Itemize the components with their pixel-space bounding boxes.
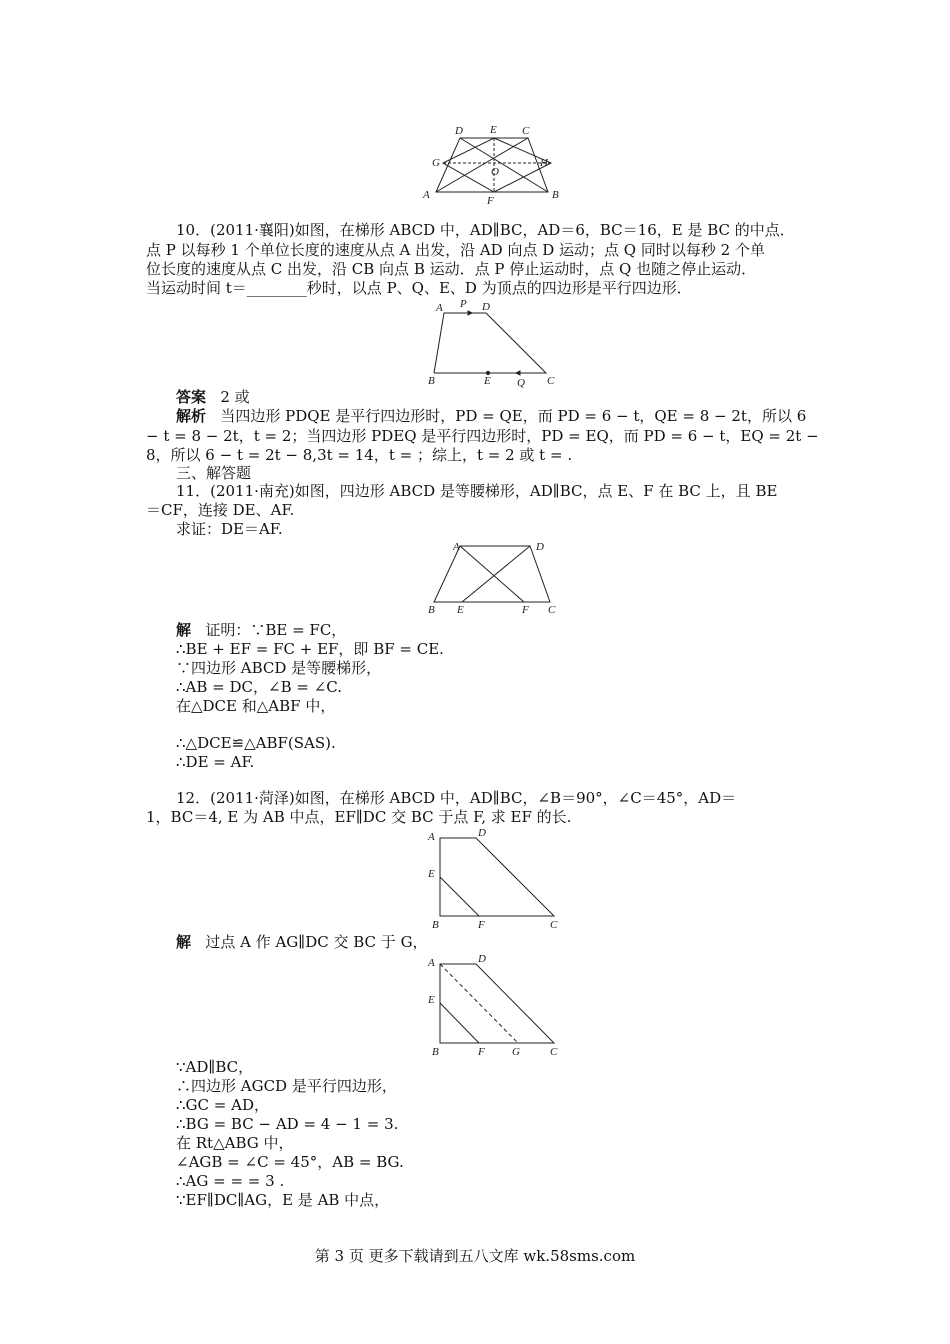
- solution-label: 解: [176, 933, 192, 951]
- q10-line3: 位长度的速度从点 C 出发，沿 CB 向点 B 运动．点 P 停止运动时，点 Q 也随之停止运动．: [146, 260, 757, 278]
- label-c: C: [550, 919, 558, 931]
- label-b: B: [428, 375, 435, 387]
- label-e: E: [457, 604, 464, 616]
- label-d: D: [536, 541, 544, 553]
- solution-intro-text: 过点 A 作 AG∥DC 交 BC 于 G，: [205, 933, 428, 951]
- label-f: F: [478, 1046, 485, 1058]
- label-g: G: [432, 157, 440, 169]
- q11-solution-2: ∴BE + EF = FC + EF，即 BF = CE.: [176, 640, 444, 658]
- label-p: P: [460, 298, 467, 310]
- q12-solution-intro: [176, 933, 428, 951]
- label-a: A: [428, 957, 435, 969]
- q10-line4: 当运动时间 t＝________秒时，以点 P、Q、E、D 为顶点的四边形是平行四边形．: [146, 279, 692, 297]
- label-q: Q: [517, 377, 525, 389]
- q12-step-3: ∴GC = AD，: [176, 1096, 269, 1114]
- figure-q9: [418, 122, 563, 204]
- label-b: B: [432, 1046, 439, 1058]
- q11-line1: 11．(2011·南充)如图，四边形 ABCD 是等腰梯形，AD∥BC，点 E、F 在 BC 上，且 BE: [176, 482, 778, 500]
- label-a: A: [453, 541, 460, 553]
- q11-line2: ＝CF，连接 DE、AF.: [146, 501, 295, 519]
- section-heading: 三、解答题: [176, 464, 252, 482]
- label-f: F: [487, 195, 494, 204]
- q12-step-7: ∴AG = = = 3 .: [176, 1172, 285, 1190]
- label-c: C: [547, 375, 555, 387]
- q10-analysis-1: [176, 407, 806, 425]
- label-c: C: [548, 604, 556, 616]
- label-e: E: [490, 124, 497, 136]
- q10-line1: 10．(2011·襄阳)如图，在梯形 ABCD 中，AD∥BC，AD＝6，BC＝16，E 是 BC 的中点．: [176, 221, 795, 239]
- q12-step-1: ∵AD∥BC，: [176, 1058, 254, 1076]
- q10-analysis-2: − t = 8 − 2t，t = 2；当四边形 PDEQ 是平行四边形时，PD = EQ，而 PD = 6 − t，EQ = 2t −: [146, 427, 819, 445]
- label-c: C: [522, 125, 530, 137]
- q12-step-2: ∴四边形 AGCD 是平行四边形，: [176, 1077, 397, 1095]
- answer-label: 答案: [176, 388, 207, 406]
- label-h: H: [540, 157, 548, 169]
- q12-step-8: ∵EF∥DC∥AG，E 是 AB 中点，: [176, 1191, 390, 1209]
- label-f: F: [478, 919, 485, 931]
- analysis-text-1: 当四边形 PDQE 是平行四边形时，PD = QE，而 PD = 6 − t，QE = 8 − 2t，所以 6: [220, 407, 807, 425]
- label-o: O: [491, 166, 499, 178]
- q11-solution-6: ∴△DCE≌△ABF(SAS).: [176, 734, 336, 752]
- q12-line1: 12．(2011·菏泽)如图，在梯形 ABCD 中，AD∥BC，∠B＝90°，∠C＝45°，AD＝: [176, 789, 737, 807]
- q12-step-5: 在 Rt△ABG 中，: [176, 1134, 294, 1152]
- q12-step-4: ∴BG = BC − AD = 4 − 1 = 3.: [176, 1115, 399, 1133]
- label-a: A: [428, 831, 435, 843]
- label-d: D: [478, 827, 486, 839]
- q11-solution-5: 在△DCE 和△ABF 中，: [176, 697, 336, 715]
- label-f: F: [522, 604, 529, 616]
- label-e: E: [484, 375, 491, 387]
- label-d: D: [482, 301, 490, 313]
- figure-q11: [424, 536, 564, 620]
- analysis-label: 解析: [176, 407, 207, 425]
- label-g: G: [512, 1046, 520, 1058]
- label-c: C: [550, 1046, 558, 1058]
- q10-answer: [176, 388, 250, 406]
- label-e: E: [428, 868, 435, 880]
- q11-solution-4: ∴AB = DC，∠B = ∠C.: [176, 678, 342, 696]
- q11-prove: 求证：DE＝AF.: [176, 520, 283, 538]
- figure-q10: [424, 298, 564, 390]
- q10-analysis-3: 8，所以 6 − t = 2t − 8,3t = 14，t = ；综上，t = 2 或 t = .: [146, 446, 573, 464]
- answer-value: 2 或: [220, 388, 250, 406]
- label-d: D: [478, 953, 486, 965]
- q12-step-6: ∠AGB = ∠C = 45°，AB = BG.: [176, 1153, 404, 1171]
- q10-line2: 点 P 以每秒 1 个单位长度的速度从点 A 出发，沿 AD 向点 D 运动；点 Q 同时以每秒 2 个单: [146, 241, 765, 259]
- q11-solution-7: ∴DE = AF.: [176, 753, 255, 771]
- label-e: E: [428, 994, 435, 1006]
- label-b: B: [432, 919, 439, 931]
- solution-text-1: 证明：∵BE = FC，: [205, 621, 347, 639]
- label-d: D: [455, 125, 463, 137]
- label-b: B: [552, 189, 559, 201]
- label-b: B: [428, 604, 435, 616]
- q11-solution-3: ∵四边形 ABCD 是等腰梯形，: [176, 659, 382, 677]
- q12-line2: 1，BC＝4, E 为 AB 中点，EF∥DC 交 BC 于点 F, 求 EF 的长.: [146, 808, 572, 826]
- page-footer: 第 3 页 更多下载请到五八文库 wk.58sms.com: [314, 1247, 636, 1265]
- figure-q12-b: [424, 950, 564, 1058]
- figure-q12-a: [424, 826, 564, 932]
- q11-solution-1: [176, 621, 346, 639]
- label-a: A: [436, 302, 443, 314]
- solution-label: 解: [176, 621, 192, 639]
- label-a: A: [423, 189, 430, 201]
